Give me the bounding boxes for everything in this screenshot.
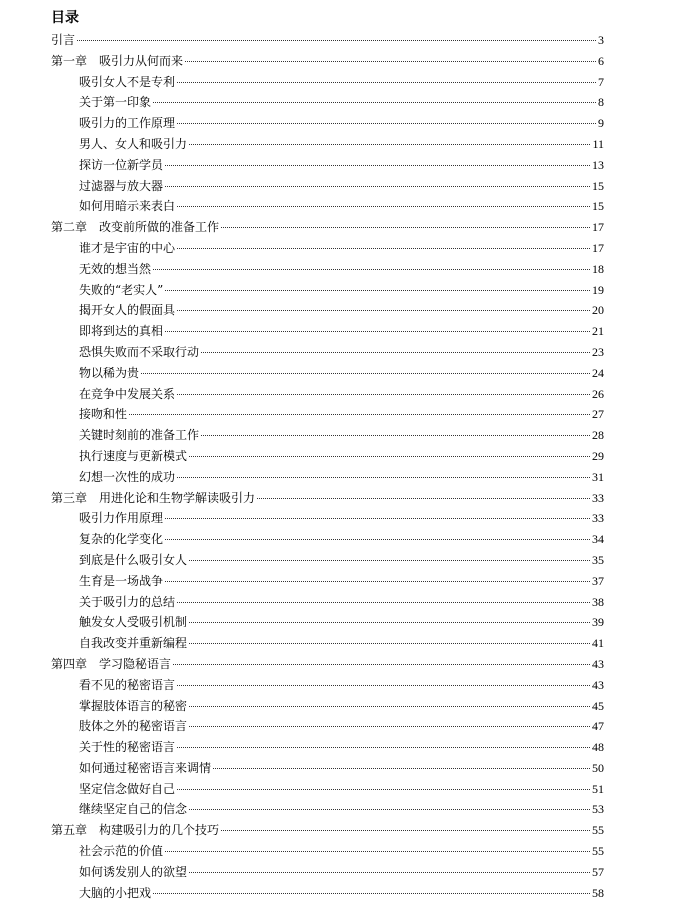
dot-leader — [177, 476, 590, 478]
dot-leader — [189, 559, 590, 561]
toc-title: 目录 — [51, 10, 79, 26]
dot-leader — [165, 580, 590, 582]
dot-leader — [77, 39, 596, 41]
dot-leader — [189, 143, 590, 145]
toc-entry-label: 失败的“老实人” — [79, 282, 164, 297]
toc-entry-label: 揭开女人的假面具 — [79, 303, 176, 318]
toc-section-entry[interactable] — [51, 342, 604, 363]
toc-section-entry[interactable] — [51, 425, 604, 446]
dot-leader — [177, 122, 596, 124]
toc-list — [51, 30, 604, 903]
toc-entry-page-number: 26 — [592, 386, 604, 401]
dot-leader — [177, 205, 590, 207]
toc-section-entry[interactable] — [51, 550, 604, 571]
toc-entry-page-number: 13 — [592, 157, 604, 172]
dot-leader — [177, 309, 590, 311]
toc-entry-page-number: 17 — [592, 220, 604, 235]
toc-entry-page-number: 28 — [592, 428, 604, 443]
toc-entry-label: 接吻和性 — [79, 407, 128, 422]
toc-entry-page-number: 33 — [592, 511, 604, 526]
toc-section-entry[interactable] — [51, 841, 604, 862]
toc-section-entry[interactable] — [51, 92, 604, 113]
toc-entry-page-number: 45 — [592, 698, 604, 713]
dot-leader — [165, 289, 590, 291]
toc-entry-page-number: 58 — [592, 885, 604, 900]
toc-section-entry[interactable] — [51, 321, 604, 342]
toc-entry-label: 执行速度与更新模式 — [79, 448, 188, 463]
toc-section-entry[interactable] — [51, 675, 604, 696]
toc-entry-page-number: 50 — [592, 760, 604, 775]
toc-entry-page-number: 37 — [592, 573, 604, 588]
dot-leader — [201, 434, 590, 436]
toc-section-entry[interactable] — [51, 612, 604, 633]
dot-leader — [177, 601, 590, 603]
toc-entry-label: 物以稀为贵 — [79, 365, 140, 380]
toc-section-entry[interactable] — [51, 529, 604, 550]
dot-leader — [165, 164, 590, 166]
toc-entry-page-number: 55 — [592, 823, 604, 838]
toc-entry-label: 第三章 用进化论和生物学解读吸引力 — [51, 490, 256, 505]
dot-leader — [189, 621, 590, 623]
dot-leader — [141, 372, 590, 374]
toc-entry-page-number: 35 — [592, 552, 604, 567]
toc-section-entry[interactable] — [51, 862, 604, 883]
toc-entry-label: 吸引力作用原理 — [79, 511, 164, 526]
toc-entry-page-number: 20 — [592, 303, 604, 318]
toc-section-entry[interactable] — [51, 758, 604, 779]
toc-section-entry[interactable] — [51, 280, 604, 301]
toc-entry-page-number: 3 — [598, 33, 604, 47]
toc-entry-label: 第四章 学习隐秘语言 — [51, 656, 172, 671]
toc-entry-label: 在竞争中发展关系 — [79, 386, 176, 401]
toc-entry-label: 到底是什么吸引女人 — [79, 552, 188, 567]
dot-leader — [189, 725, 590, 727]
toc-entry-label: 坚定信念做好自己 — [79, 781, 176, 796]
toc-entry-label: 男人、女人和吸引力 — [79, 136, 188, 151]
toc-entry-page-number: 21 — [592, 324, 604, 339]
toc-section-entry[interactable] — [51, 716, 604, 737]
toc-section-entry[interactable] — [51, 633, 604, 654]
toc-entry-label: 吸引力的工作原理 — [79, 116, 176, 131]
toc-chapter-entry[interactable] — [51, 217, 604, 238]
toc-section-entry[interactable] — [51, 446, 604, 467]
toc-chapter-entry[interactable] — [51, 820, 604, 841]
toc-entry-label: 自我改变并重新编程 — [79, 636, 188, 651]
toc-section-entry[interactable] — [51, 467, 604, 488]
toc-entry-page-number: 43 — [592, 677, 604, 692]
toc-entry-label: 掌握肢体语言的秘密 — [79, 698, 188, 713]
toc-entry-page-number: 43 — [592, 656, 604, 671]
toc-entry-page-number: 29 — [592, 448, 604, 463]
toc-entry-label: 吸引女人不是专利 — [79, 74, 176, 89]
toc-entry-label: 过滤器与放大器 — [79, 178, 164, 193]
toc-entry-label: 看不见的秘密语言 — [79, 677, 176, 692]
toc-entry-label: 社会示范的价值 — [79, 844, 164, 859]
toc-entry-page-number: 47 — [592, 719, 604, 734]
toc-entry-label: 第五章 构建吸引力的几个技巧 — [51, 823, 220, 838]
dot-leader — [153, 892, 590, 894]
toc-entry-label: 探访一位新学员 — [79, 157, 164, 172]
toc-section-entry[interactable] — [51, 72, 604, 93]
toc-entry-page-number: 11 — [592, 136, 604, 151]
toc-section-entry[interactable] — [51, 155, 604, 176]
toc-chapter-entry[interactable] — [51, 30, 604, 51]
toc-entry-label: 关键时刻前的准备工作 — [79, 428, 200, 443]
dot-leader — [189, 455, 590, 457]
toc-entry-label: 第二章 改变前所做的准备工作 — [51, 220, 220, 235]
toc-chapter-entry[interactable] — [51, 51, 604, 72]
dot-leader — [165, 330, 590, 332]
dot-leader — [189, 871, 590, 873]
dot-leader — [189, 642, 590, 644]
toc-entry-page-number: 39 — [592, 615, 604, 630]
toc-entry-label: 关于性的秘密语言 — [79, 740, 176, 755]
toc-entry-page-number: 38 — [592, 594, 604, 609]
toc-section-entry[interactable] — [51, 592, 604, 613]
toc-section-entry[interactable] — [51, 176, 604, 197]
toc-entry-label: 复杂的化学变化 — [79, 532, 164, 547]
toc-entry-page-number: 53 — [592, 802, 604, 817]
toc-section-entry[interactable] — [51, 113, 604, 134]
toc-entry-page-number: 8 — [598, 95, 604, 110]
toc-entry-page-number: 48 — [592, 740, 604, 755]
toc-entry-page-number: 33 — [592, 490, 604, 505]
toc-entry-label: 无效的想当然 — [79, 261, 152, 276]
dot-leader — [153, 268, 590, 270]
dot-leader — [173, 663, 590, 665]
toc-entry-label: 如何通过秘密语言来调情 — [79, 760, 212, 775]
toc-entry-label: 谁才是宇宙的中心 — [79, 240, 176, 255]
toc-chapter-entry[interactable] — [51, 488, 604, 509]
dot-leader — [177, 81, 596, 83]
toc-section-entry[interactable] — [51, 571, 604, 592]
toc-entry-page-number: 55 — [592, 844, 604, 859]
dot-leader — [165, 850, 590, 852]
toc-section-entry[interactable] — [51, 238, 604, 259]
dot-leader — [221, 226, 590, 228]
toc-chapter-entry[interactable] — [51, 654, 604, 675]
toc-entry-page-number: 23 — [592, 344, 604, 359]
dot-leader — [189, 705, 590, 707]
toc-entry-label: 关于第一印象 — [79, 95, 152, 110]
toc-section-entry[interactable] — [51, 508, 604, 529]
dot-leader — [257, 497, 590, 499]
toc-entry-label: 肢体之外的秘密语言 — [79, 719, 188, 734]
toc-section-entry[interactable] — [51, 779, 604, 800]
toc-entry-label: 如何用暗示来表白 — [79, 199, 176, 214]
toc-entry-label: 生育是一场战争 — [79, 573, 164, 588]
toc-entry-label: 触发女人受吸引机制 — [79, 615, 188, 630]
toc-section-entry[interactable] — [51, 196, 604, 217]
dot-leader — [165, 185, 590, 187]
toc-entry-page-number: 17 — [592, 240, 604, 255]
dot-leader — [165, 538, 590, 540]
toc-entry-label: 幻想一次性的成功 — [79, 469, 176, 484]
toc-section-entry[interactable] — [51, 384, 604, 405]
toc-section-entry[interactable] — [51, 134, 604, 155]
toc-entry-page-number: 19 — [592, 282, 604, 297]
dot-leader — [129, 413, 590, 415]
toc-section-entry[interactable] — [51, 300, 604, 321]
toc-entry-label: 如何诱发别人的欲望 — [79, 864, 188, 879]
toc-entry-label: 即将到达的真相 — [79, 324, 164, 339]
toc-entry-page-number: 27 — [592, 407, 604, 422]
toc-section-entry[interactable] — [51, 799, 604, 820]
toc-entry-page-number: 7 — [598, 74, 604, 89]
toc-entry-label: 恐惧失败而不采取行动 — [79, 344, 200, 359]
toc-section-entry[interactable] — [51, 259, 604, 280]
dot-leader — [185, 60, 596, 62]
dot-leader — [177, 788, 590, 790]
dot-leader — [221, 829, 590, 831]
dot-leader — [177, 684, 590, 686]
toc-entry-page-number: 15 — [592, 199, 604, 214]
toc-section-entry[interactable] — [51, 883, 604, 904]
dot-leader — [177, 247, 590, 249]
toc-entry-page-number: 18 — [592, 261, 604, 276]
dot-leader — [177, 746, 590, 748]
toc-section-entry[interactable] — [51, 737, 604, 758]
dot-leader — [177, 393, 590, 395]
dot-leader — [153, 101, 596, 103]
toc-entry-page-number: 6 — [598, 53, 604, 68]
toc-entry-page-number: 9 — [598, 116, 604, 131]
toc-section-entry[interactable] — [51, 363, 604, 384]
toc-entry-page-number: 31 — [592, 469, 604, 484]
toc-section-entry[interactable] — [51, 404, 604, 425]
toc-entry-label: 继续坚定自己的信念 — [79, 802, 188, 817]
dot-leader — [189, 808, 590, 810]
dot-leader — [201, 351, 590, 353]
toc-entry-page-number: 15 — [592, 178, 604, 193]
toc-entry-label: 大脑的小把戏 — [79, 885, 152, 900]
toc-entry-page-number: 51 — [592, 781, 604, 796]
dot-leader — [165, 517, 590, 519]
toc-entry-label: 关于吸引力的总结 — [79, 594, 176, 609]
toc-entry-page-number: 57 — [592, 864, 604, 879]
toc-entry-page-number: 41 — [592, 636, 604, 651]
dot-leader — [213, 767, 590, 769]
toc-entry-label: 引言 — [51, 33, 76, 47]
toc-entry-page-number: 34 — [592, 532, 604, 547]
toc-entry-label: 第一章 吸引力从何而来 — [51, 53, 184, 68]
toc-section-entry[interactable] — [51, 696, 604, 717]
toc-entry-page-number: 24 — [592, 365, 604, 380]
